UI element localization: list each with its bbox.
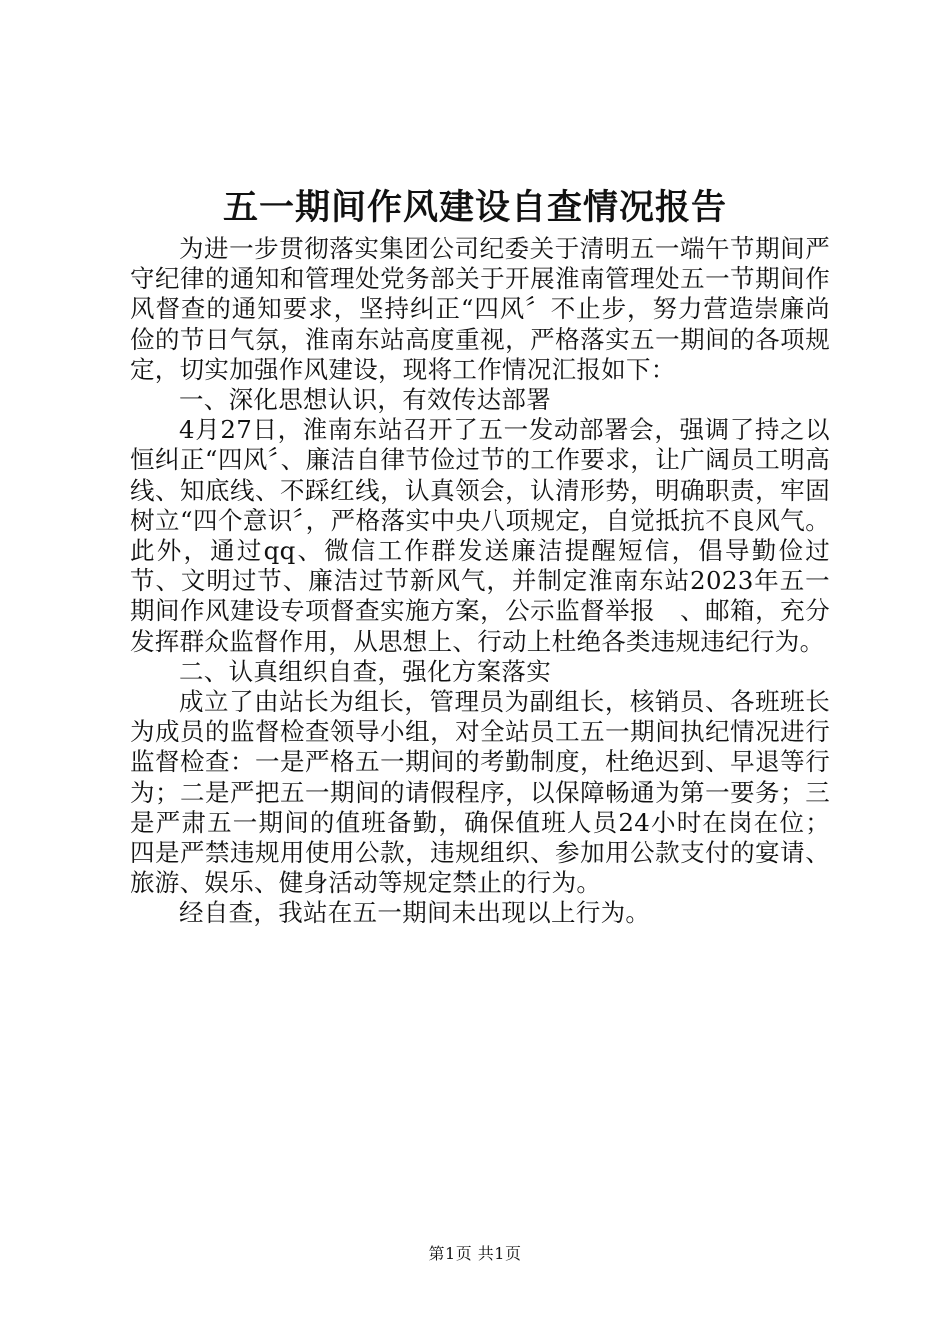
page-footer: 第1页 共1页 (428, 1244, 522, 1263)
section-heading-1: 一、深化思想认识，有效传达部署 (179, 385, 551, 415)
document-body (130, 234, 830, 929)
intro-paragraph: 为进一步贯彻落实集团公司纪委关于清明五一端午节期间严守纪律的通知和管理处党务部关于开展淮南管理处五一节期间作风督查的通知要求，坚持纠正“四风〞不止步，努力营造崇廉尚俭的节日气氛，淮南东站高度重视，严格落实五一期间的各项规定，切实加强作风建设，现将工作情况汇报如下： (130, 234, 831, 384)
section-1-paragraph: 4月27日，淮南东站召开了五一发动部署会，强调了持之以恒纠正“四风〞、廉洁自律节俭过节的工作要求，让广阔员工明高线、知底线、不踩红线，认真领会，认清形势，明确职责，牢固树立“四个意识〞，严格落实中央八项规定，自觉抵抗不良风气。此外，通过qq、微信工作群发送廉洁提醒短信，倡导勤俭过节、文明过节、廉洁过节新风气，并制定淮南东站2023年五一期间作风建设专项督查实施方案，公示监督举报 、邮箱，充分发挥群众监督作用，从思想上、行动上杜绝各类违规违纪行为。 (130, 415, 830, 656)
section-2-paragraph: 成立了由站长为组长，管理员为副组长，核销员、各班班长为成员的监督检查领导小组，对全站员工五一期间执纪情况进行监督检查：一是严格五一期间的考勤制度，杜绝迟到、早退等行为；二是严把五一期间的请假程序，以保障畅通为第一要务；三是严肃五一期间的值班备勤，确保值班人员24小时在岗在位；四是严禁违规用使用公款，违规组织、参加用公款支付的宴请、旅游、娱乐、健身活动等规定禁止的行为。 (130, 687, 830, 898)
document-title: 五一期间作风建设自查情况报告 (222, 187, 727, 228)
section-heading-2: 二、认真组织自查，强化方案落实 (179, 656, 551, 686)
conclusion-paragraph: 经自查，我站在五一期间未出现以上行为。 (179, 898, 651, 928)
